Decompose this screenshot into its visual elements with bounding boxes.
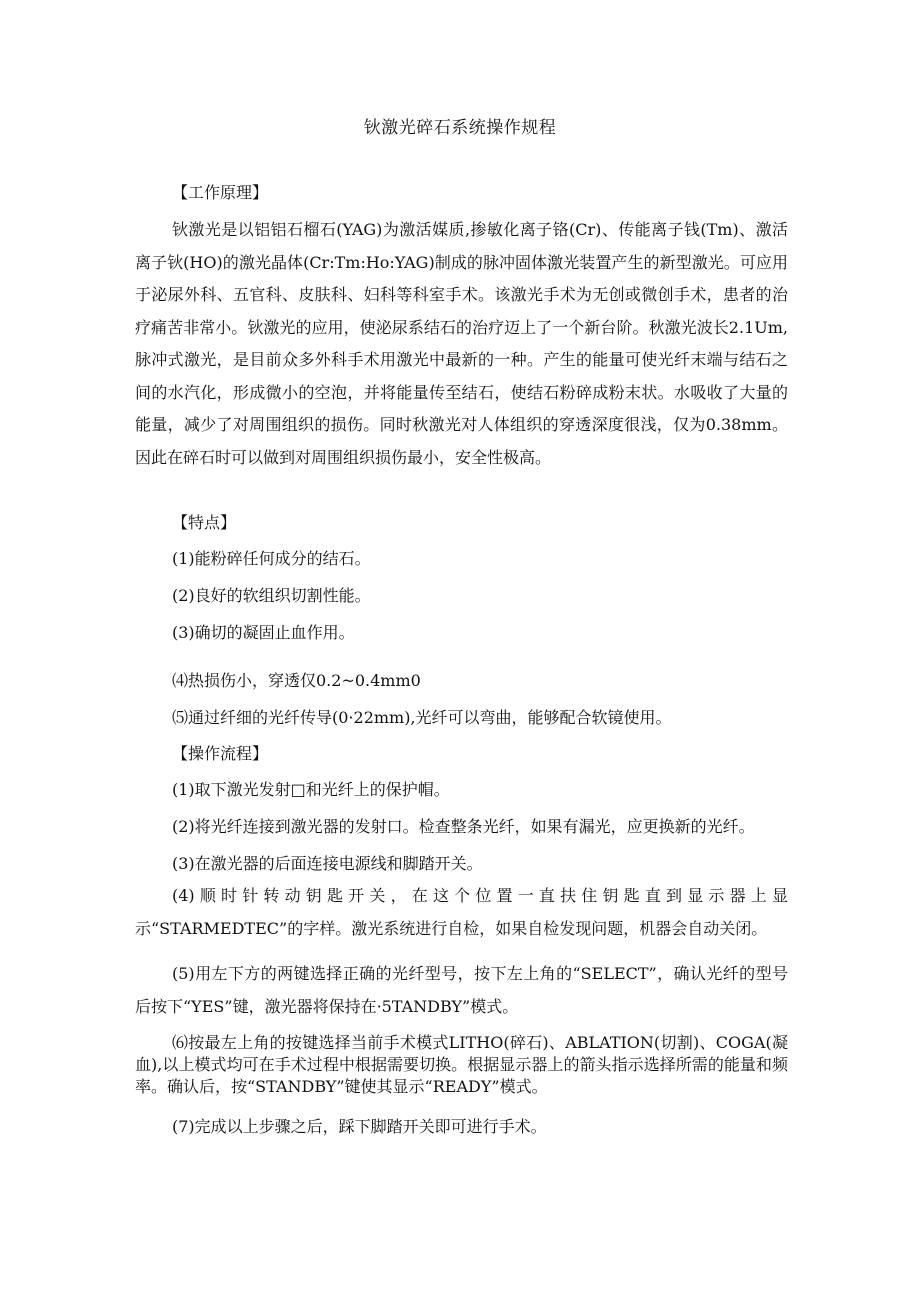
feature-item: (1)能粉碎任何成分的结石。 (172, 549, 371, 568)
section-heading-features: 【特点】 (172, 513, 237, 532)
document-title: 钬激光碎石系统操作规程 (363, 118, 557, 138)
feature-item: ⑷热损伤小，穿透仅0.2~0.4mm0 (172, 671, 421, 690)
procedure-step: (2)将光纤连接到激光器的发射口。检查整条光纤，如果有漏光，应更换新的光纤。 (172, 817, 755, 836)
procedure-step: (7)完成以上步骤之后，踩下脚踏开关即可进行手术。 (172, 1117, 547, 1136)
section-heading-procedure: 【操作流程】 (172, 744, 269, 763)
feature-item: (2)良好的软组织切割性能。 (172, 586, 371, 605)
procedure-step: (3)在激光器的后面连接电源线和脚踏开关。 (172, 854, 483, 873)
procedure-step: (1)取下激光发射□和光纤上的保护帽。 (172, 780, 450, 799)
procedure-step: ⑹按最左上角的按键选择当前手术模式LITHO(碎石)、ABLATION(切割)、COGA(凝血),以上模式均可在手术过程中根据需要切换。根据显示器上的箭头指示选择所需的能量和频率。确认后，按“STANDBY”键使其显示“READY”模式。 (135, 1033, 788, 1096)
principle-paragraph: 钬激光是以铝铝石榴石(YAG)为激活媒质,掺敏化离子铬(Cr)、传能离子钱(Tm)、激活离子钬(HO)的激光晶体(Cr:Tm:Ho:YAG)制成的脉冲固体激光装置产生的新型激光。可应用于泌尿外科、五官科、皮肤科、妇科等科室手术。该激光手术为无创或微创手术，患者的治疗痛苦非常小。钬激光的应用，使泌尿系结石的治疗迈上了一个新台阶。秋激光波长2.1Um,脉冲式激光，是目前众多外科手术用激光中最新的一种。产生的能量可使光纤末端与结石之间的水汽化，形成微小的空泡，并将能量传至结石，使结石粉碎成粉末状。水吸收了大量的能量，减少了对周围组织的损伤。同时秋激光对人体组织的穿透深度很浅，仅为0.38mm。因此在碎石时可以做到对周围组织损伤最小，安全性极高。 (135, 220, 788, 467)
feature-item: ⑸通过纤细的光纤传导(0·22mm),光纤可以弯曲，能够配合软镜使用。 (172, 708, 672, 727)
feature-item: (3)确切的凝固止血作用。 (172, 623, 355, 642)
procedure-step: (4)顺时针转动钥匙开关，在这个位置一直扶住钥匙直到显示器上显示“STARMEDTEC”的字样。激光系统进行自检，如果自检发现问题，机器会自动关闭。 (135, 886, 788, 938)
procedure-step: (5)用左下方的两键选择正确的光纤型号，按下左上角的“SELECT”，确认光纤的型号后按下“YES”键，激光器将保持在·5TANDBY”模式。 (135, 964, 788, 1016)
section-heading-principle: 【工作原理】 (172, 183, 269, 202)
